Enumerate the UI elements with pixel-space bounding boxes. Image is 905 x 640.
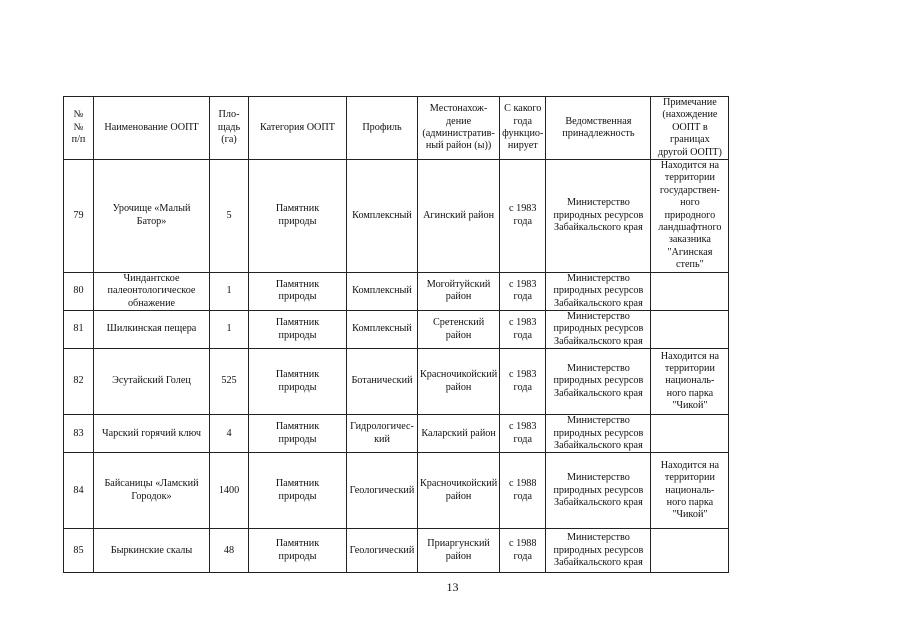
cell-year: с 1983 года xyxy=(500,415,546,453)
header-note: Примечание (нахождение ООПТ в границах другой ООПТ) xyxy=(651,97,729,160)
cell-profile: Геологический xyxy=(347,453,418,529)
cell-number: 80 xyxy=(64,272,94,310)
header-area: Пло- щадь (га) xyxy=(210,97,249,160)
cell-area: 48 xyxy=(210,529,249,573)
cell-name: Быркинские скалы xyxy=(94,529,210,573)
table-row xyxy=(64,160,729,273)
header-name: Наименование ООПТ xyxy=(94,97,210,160)
cell-number: 79 xyxy=(64,160,94,273)
cell-location: Могойтуйский район xyxy=(418,272,500,310)
cell-number: 81 xyxy=(64,310,94,348)
protected-areas-table xyxy=(63,96,729,573)
cell-number: 85 xyxy=(64,529,94,573)
cell-name: Урочище «Малый Батор» xyxy=(94,160,210,273)
cell-category: Памятник природы xyxy=(249,453,347,529)
cell-location: Агинский район xyxy=(418,160,500,273)
header-department: Ведомственная принадлежность xyxy=(546,97,651,160)
cell-area: 5 xyxy=(210,160,249,273)
cell-profile: Комплексный xyxy=(347,272,418,310)
cell-year: с 1988 года xyxy=(500,529,546,573)
cell-year: с 1983 года xyxy=(500,272,546,310)
cell-name: Чиндантское палеонтологическое обнажение xyxy=(94,272,210,310)
cell-area: 1400 xyxy=(210,453,249,529)
cell-category: Памятник природы xyxy=(249,310,347,348)
cell-location: Красночикойский район xyxy=(418,453,500,529)
cell-profile: Геологический xyxy=(347,529,418,573)
table-body xyxy=(64,160,729,573)
cell-number: 82 xyxy=(64,349,94,415)
cell-location: Сретенский район xyxy=(418,310,500,348)
cell-profile: Гидрологичес- кий xyxy=(347,415,418,453)
cell-name: Чарский горячий ключ xyxy=(94,415,210,453)
cell-number: 83 xyxy=(64,415,94,453)
cell-profile: Комплексный xyxy=(347,160,418,273)
cell-department: Министерство природных ресурсов Забайкальского края xyxy=(546,415,651,453)
cell-category: Памятник природы xyxy=(249,415,347,453)
cell-note xyxy=(651,272,729,310)
cell-name: Шилкинская пещера xyxy=(94,310,210,348)
header-year: С какого года функцио- нирует xyxy=(500,97,546,160)
cell-department: Министерство природных ресурсов Забайкальского края xyxy=(546,160,651,273)
header-profile: Профиль xyxy=(347,97,418,160)
cell-location: Каларский район xyxy=(418,415,500,453)
cell-year: с 1983 года xyxy=(500,349,546,415)
cell-profile: Ботанический xyxy=(347,349,418,415)
cell-name: Эсутайский Голец xyxy=(94,349,210,415)
cell-category: Памятник природы xyxy=(249,349,347,415)
cell-location: Красночикойский район xyxy=(418,349,500,415)
cell-category: Памятник природы xyxy=(249,160,347,273)
table-row xyxy=(64,453,729,529)
cell-note: Находится на территории националь- ного парка "Чикой" xyxy=(651,349,729,415)
cell-department: Министерство природных ресурсов Забайкальского края xyxy=(546,349,651,415)
header-number: № № п/п xyxy=(64,97,94,160)
cell-note xyxy=(651,529,729,573)
cell-area: 525 xyxy=(210,349,249,415)
cell-department: Министерство природных ресурсов Забайкальского края xyxy=(546,310,651,348)
header-category: Категория ООПТ xyxy=(249,97,347,160)
cell-department: Министерство природных ресурсов Забайкальского края xyxy=(546,453,651,529)
table-header-row xyxy=(64,97,729,160)
cell-year: с 1983 года xyxy=(500,160,546,273)
header-location: Местонахож- дение (административ- ный район (ы)) xyxy=(418,97,500,160)
cell-note xyxy=(651,310,729,348)
table-row xyxy=(64,310,729,348)
cell-category: Памятник природы xyxy=(249,272,347,310)
cell-department: Министерство природных ресурсов Забайкальского края xyxy=(546,272,651,310)
table-row xyxy=(64,349,729,415)
cell-area: 1 xyxy=(210,272,249,310)
table-row xyxy=(64,272,729,310)
cell-area: 1 xyxy=(210,310,249,348)
cell-year: с 1983 года xyxy=(500,310,546,348)
cell-location: Приаргунский район xyxy=(418,529,500,573)
cell-profile: Комплексный xyxy=(347,310,418,348)
cell-note: Находится на территории националь- ного парка "Чикой" xyxy=(651,453,729,529)
cell-area: 4 xyxy=(210,415,249,453)
cell-note xyxy=(651,415,729,453)
table-row xyxy=(64,415,729,453)
page-number: 13 xyxy=(446,580,459,594)
cell-name: Байсаницы «Ламский Городок» xyxy=(94,453,210,529)
cell-year: с 1988 года xyxy=(500,453,546,529)
cell-number: 84 xyxy=(64,453,94,529)
cell-note: Находится на территории государствен- ного природного ландшафтного заказника "Агинская степь" xyxy=(651,160,729,273)
table-row xyxy=(64,529,729,573)
cell-department: Министерство природных ресурсов Забайкальского края xyxy=(546,529,651,573)
cell-category: Памятник природы xyxy=(249,529,347,573)
